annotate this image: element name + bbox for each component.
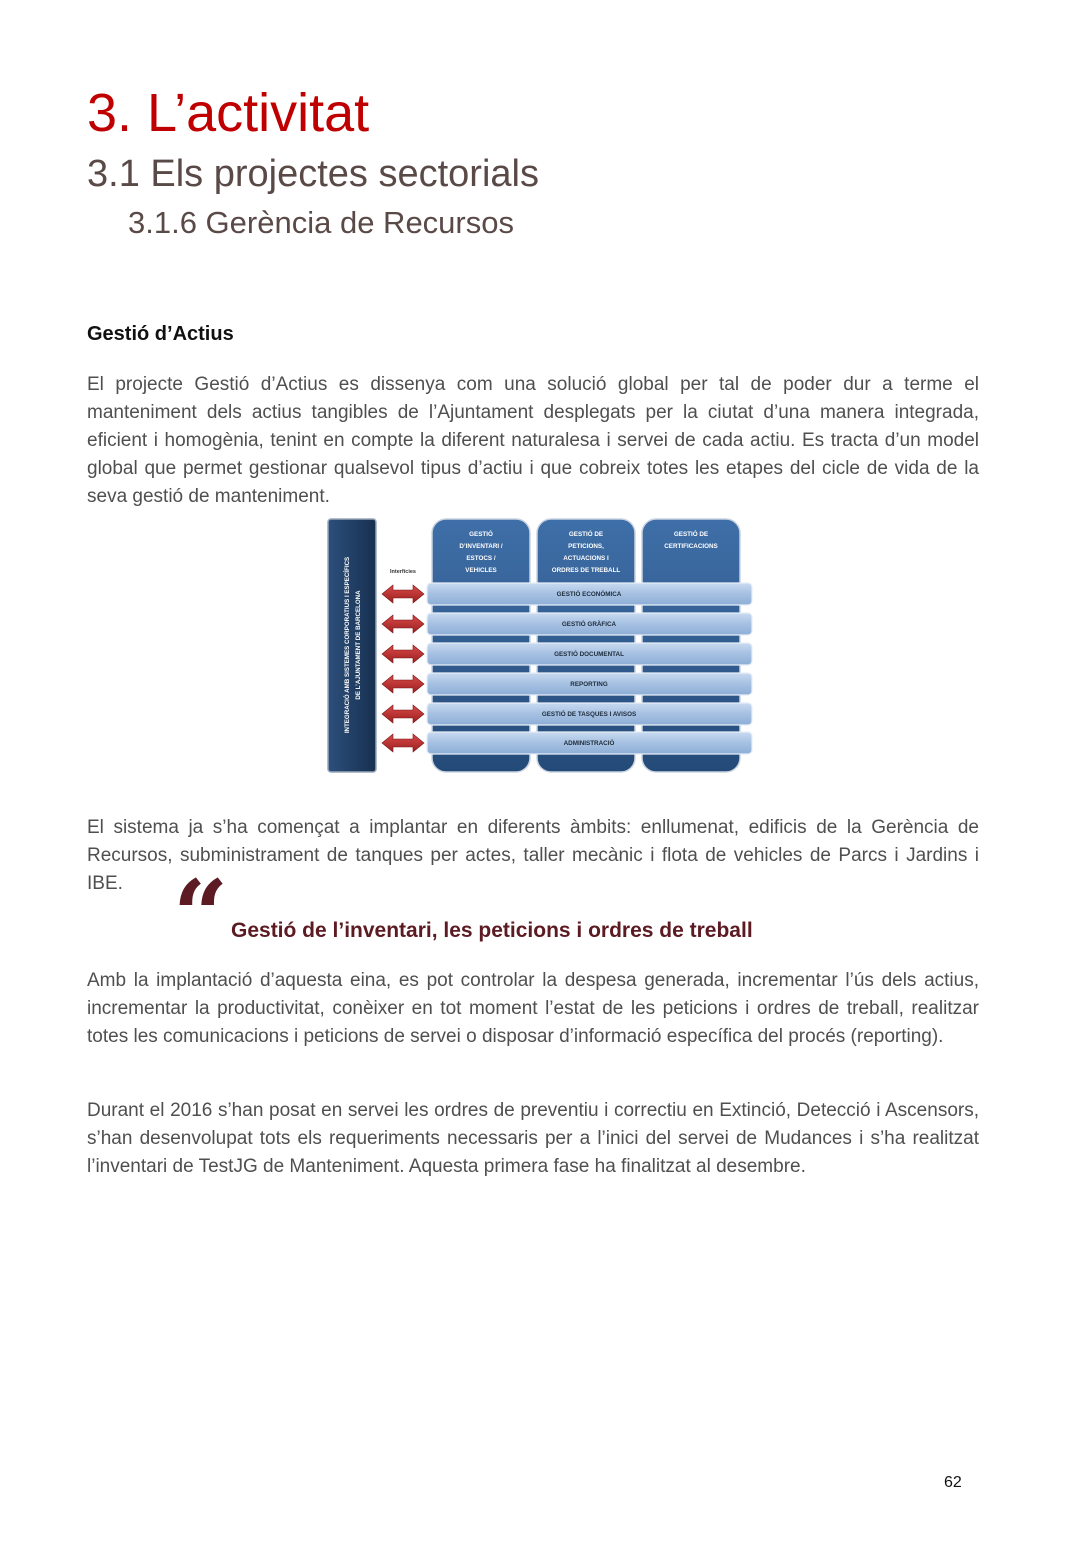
page-number: 62	[944, 1474, 962, 1491]
integration-bar	[328, 519, 376, 772]
chapter-heading: 3. L’activitat	[87, 83, 370, 143]
column-certifications-line1: GESTIÓ DE	[673, 531, 709, 538]
column-requests-line4: ORDRES DE TREBALL	[551, 567, 621, 574]
double-arrow-icon	[382, 734, 424, 752]
asset-management-diagram	[327, 517, 755, 774]
paragraph-rollout: El sistema ja s’ha començat a implantar en diferents àmbits: enllumenat, edificis de la Gerència de Recursos, subministrament de tanques per actes, taller mecànic i flota de vehicles de Parcs i Jardins i IBE.	[87, 817, 979, 894]
layer-administration-label: ADMINISTRACIÓ	[563, 740, 615, 747]
layer-tasks-label: GESTIÓ DE TASQUES I AVISOS	[541, 711, 637, 718]
column-requests-line1: GESTIÓ DE	[568, 531, 604, 538]
paragraph-2016-progress: Durant el 2016 s’han posat en servei les ordres de preventiu i correctiu en Extinció, Detecció i Ascensors, s’han desenvolupat tots els requeriments necessaris per a l’inici del servei de Mudances i s’ha realitzat l’inventari de TestJG de Manteniment. Aquesta primera fase ha finalitzat al desembre.	[87, 1100, 979, 1177]
pull-quote: Gestió de l’inventari, les peticions i ordres de treball	[231, 919, 753, 942]
paragraph-intro: El projecte Gestió d’Actius es dissenya com una solució global per tal de poder dur a terme el manteniment dels actius tangibles de l’Ajuntament desplegats per la ciutat d’una manera integrada, eficient i homogènia, tenint en compte la diferent naturalesa i servei de cada actiu. Es tracta d’un model global que permet gestionar qualsevol tipus d’actiu i que cobreix totes les etapes del cicle de vida de la seva gestió de manteniment.	[87, 374, 979, 507]
column-inventory-line3: ESTOCS /	[466, 555, 496, 562]
layer-economic-label: GESTIÓ ECONÒMICA	[556, 591, 622, 598]
double-arrow-icon	[382, 585, 424, 603]
layer-documentary-label: GESTIÓ DOCUMENTAL	[554, 651, 624, 658]
article-title: Gestió d’Actius	[87, 323, 234, 345]
layer-reporting-label: REPORTING	[570, 681, 608, 688]
column-inventory-line4: VEHICLES	[465, 567, 497, 574]
column-certifications-line2: CERTIFICACIONS	[664, 543, 718, 550]
column-requests-line2: PETICIONS,	[568, 543, 604, 550]
column-requests-line3: ACTUACIONS I	[563, 555, 609, 562]
column-inventory-line2: D’INVENTARI /	[459, 543, 503, 550]
double-arrow-icon	[382, 615, 424, 633]
integration-label-line1: INTEGRACIÓ AMB SISTEMES CORPORATIUS I ESPECÍFICS	[344, 556, 351, 734]
double-arrow-icon	[382, 705, 424, 723]
quote-icon: “	[173, 859, 229, 972]
subsection-heading: 3.1.6 Gerència de Recursos	[128, 205, 514, 240]
double-arrow-icon	[382, 645, 424, 663]
integration-label-line2: DE L’AJUNTAMENT DE BARCELONA	[355, 590, 362, 700]
layer-graphic-label: GESTIÓ GRÀFICA	[561, 621, 617, 628]
section-heading: 3.1 Els projectes sectorials	[87, 153, 539, 195]
paragraph-benefits: Amb la implantació d’aquesta eina, es pot controlar la despesa generada, incrementar l’ús dels actius, incrementar la productivitat, conèixer en tot moment l’estat de les peticions i ordres de treball, realitzar totes les comunicacions i peticions de servei o disposar d’informació específica del procés (reporting).	[87, 970, 979, 1047]
interfaces-label: Interfícies	[390, 569, 416, 575]
column-inventory-line1: GESTIÓ	[469, 531, 493, 538]
double-arrow-icon	[382, 675, 424, 693]
